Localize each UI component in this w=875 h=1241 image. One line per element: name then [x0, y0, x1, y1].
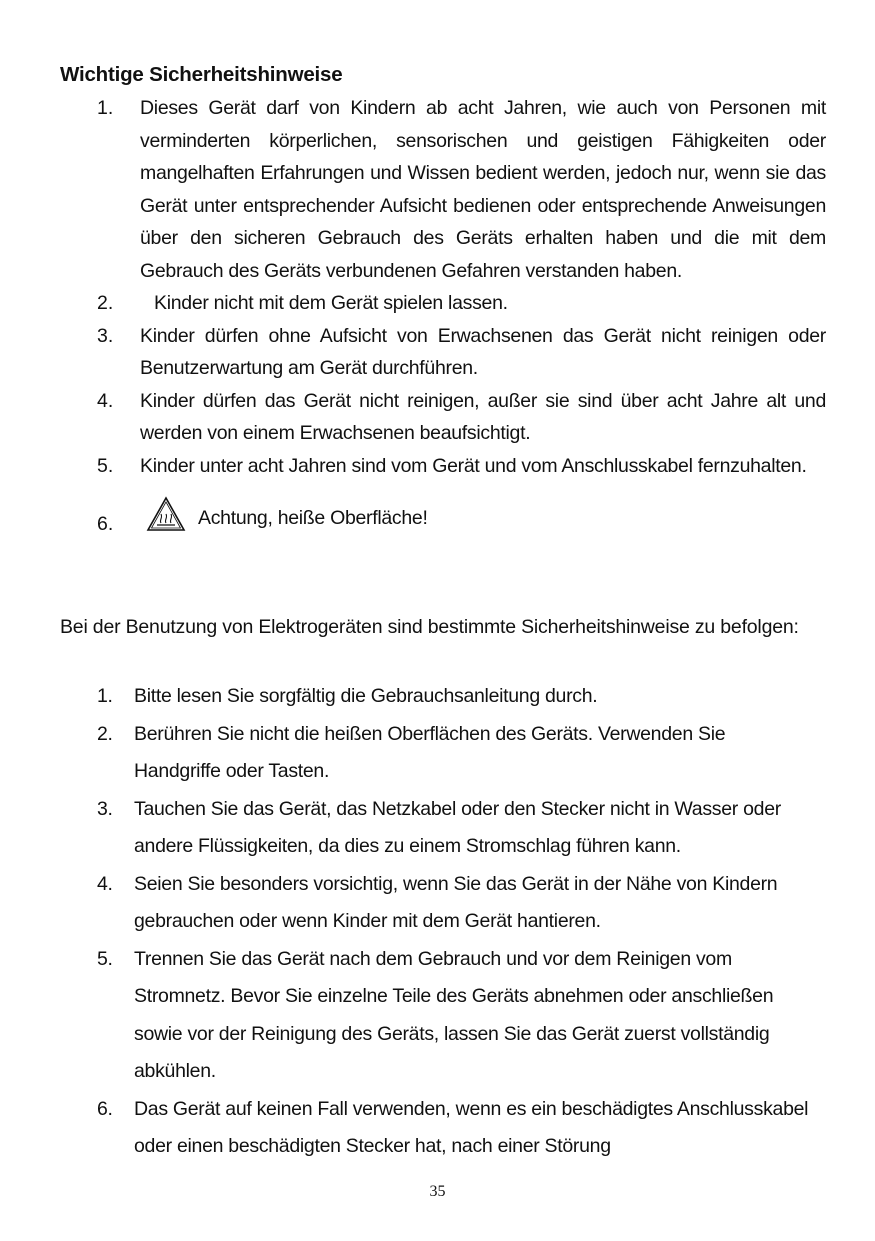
list-item-number: 5.: [97, 454, 114, 477]
list-item-number: 1.: [97, 685, 113, 707]
list-item-hot-surface: [0, 496, 826, 540]
warning-line: [146, 496, 428, 532]
list-item-number: 3.: [97, 797, 113, 820]
list-item-number: 6.: [97, 513, 114, 535]
safety-list-general: [0, 678, 875, 1166]
list-item-text: Kinder dürfen ohne Aufsicht von Erwachsenen das Gerät nicht reinigen oder Benutzerwartung am Gerät durchführen.: [140, 324, 826, 379]
list-item: [0, 791, 814, 866]
list-item-text: Berühren Sie nicht die heißen Oberflächen des Geräts. Verwenden Sie Handgriffe oder Tasten.: [134, 722, 726, 782]
list-item-number: 1.: [97, 97, 114, 119]
list-item-text: Seien Sie besonders vorsichtig, wenn Sie das Gerät in der Nähe von Kindern gebrauchen oder wenn Kinder mit dem Gerät hantieren.: [134, 872, 778, 932]
list-item: [0, 385, 826, 450]
list-item-number: 2.: [97, 292, 114, 314]
list-item: [0, 716, 814, 791]
list-item: [0, 941, 814, 1091]
list-item: [0, 678, 814, 716]
list-item-text: Das Gerät auf keinen Fall verwenden, wenn es ein beschädigtes Anschlusskabel oder einen beschädigten Stecker hat, nach einer Störung: [134, 1097, 809, 1157]
list-item-text: Kinder nicht mit dem Gerät spielen lassen.: [154, 292, 508, 314]
list-item-text: Bitte lesen Sie sorgfältig die Gebrauchsanleitung durch.: [134, 685, 598, 707]
list-item-number: 3.: [97, 324, 114, 347]
section-heading: Wichtige Sicherheitshinweise: [60, 63, 343, 86]
hot-surface-warning-icon: [146, 496, 186, 532]
list-item-text: Trennen Sie das Gerät nach dem Gebrauch und vor dem Reinigen vom Stromnetz. Bevor Sie einzelne Teile des Geräts abnehmen oder anschließen sowie vor der Reinigung des Geräts, lassen Sie das Gerät zuerst vollständig abkühlen.: [134, 947, 774, 1082]
list-item: [0, 1091, 814, 1166]
list-item: [0, 866, 814, 941]
list-item-number: 6.: [97, 1097, 113, 1120]
safety-list-children: [0, 92, 875, 540]
list-item-text: Tauchen Sie das Gerät, das Netzkabel oder den Stecker nicht in Wasser oder andere Flüssigkeiten, da dies zu einem Stromschlag führen kann.: [134, 797, 781, 857]
list-item-number: 4.: [97, 872, 113, 895]
list-item: [0, 92, 826, 287]
list-item-text: Kinder unter acht Jahren sind vom Gerät und vom Anschlusskabel fernzuhalten.: [140, 454, 807, 477]
list-item: [0, 287, 826, 320]
warning-text: Achtung, heiße Oberfläche!: [198, 506, 428, 529]
page-number: 35: [429, 1183, 446, 1200]
list-item: [0, 450, 826, 483]
list-item: [0, 320, 826, 385]
list-item-number: 5.: [97, 947, 113, 970]
intro-paragraph: Bei der Benutzung von Elektrogeräten sind bestimmte Sicherheitshinweise zu befolgen:: [60, 616, 799, 638]
list-item-number: 2.: [97, 722, 113, 745]
list-item-text: Dieses Gerät darf von Kindern ab acht Jahren, wie auch von Personen mit verminderten körperlichen, sensorischen und geistigen Fähigkeiten oder mangelhaften Erfahrungen und Wissen bedient werden, jedoch nur, wenn sie das Gerät unter entsprechender Aufsicht bedienen oder entsprechende Anweisungen über den sicheren Gebrauch des Geräts erhalten haben und die mit dem Gebrauch des Geräts verbundenen Gefahren verstanden haben.: [140, 97, 826, 282]
list-item-text: Kinder dürfen das Gerät nicht reinigen, außer sie sind über acht Jahre alt und werden von einem Erwachsenen beaufsichtigt.: [140, 389, 826, 444]
list-item-number: 4.: [97, 389, 114, 412]
